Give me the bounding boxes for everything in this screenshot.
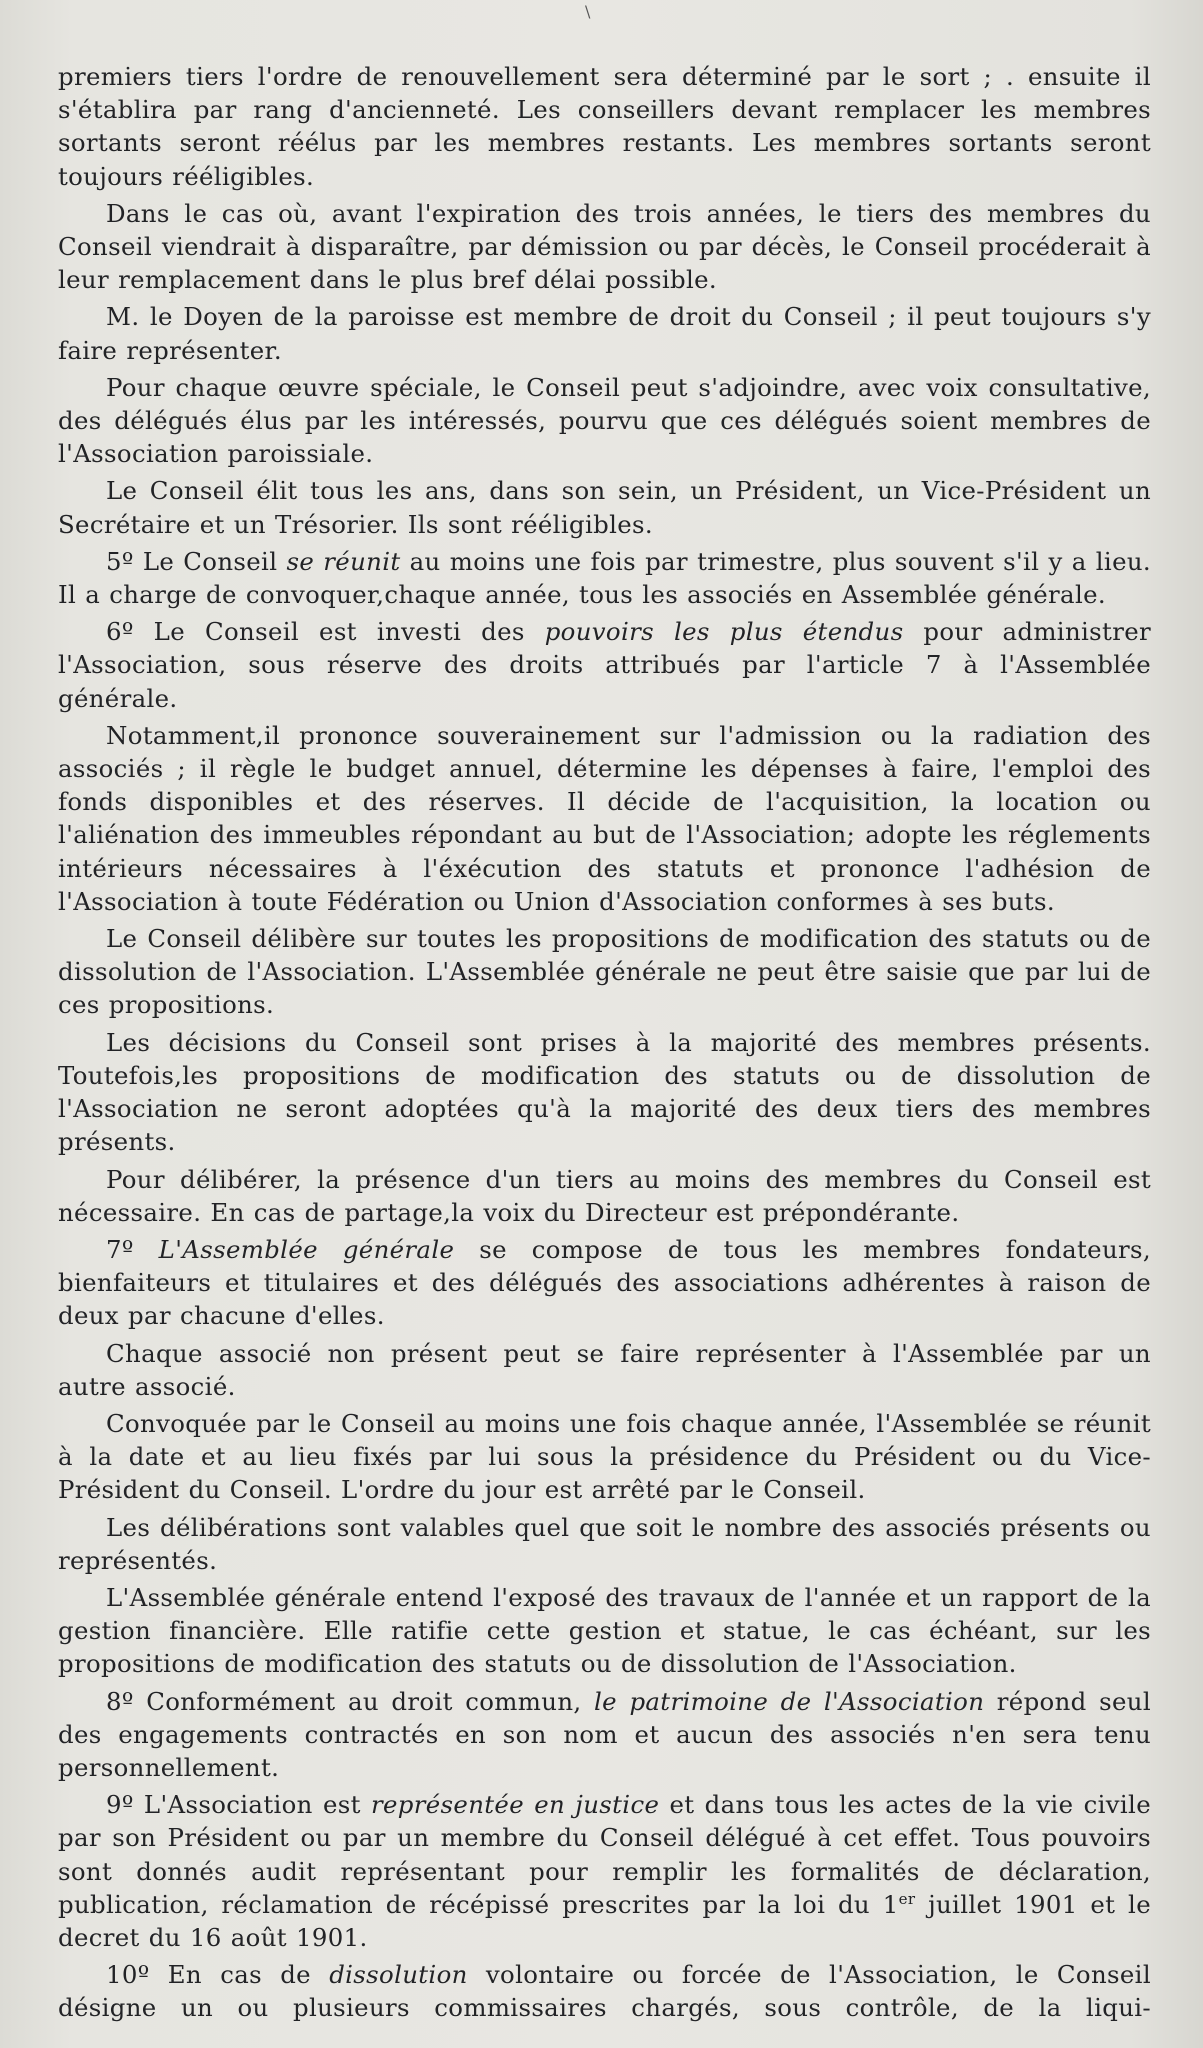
text-run: Pour chaque œuvre spéciale, le Conseil peut s'adjoindre, avec voix consultative, des délégués élus par les intéressés, pourvu que ces délégués soient membres de l'Association paroissiale.: [58, 372, 1151, 469]
paragraph-article-10: [58, 1958, 1151, 2024]
text-run: au moins une fois par trimestre, plus souvent s'il y a lieu. Il a charge de convoquer,chaque année, tous les associés en Assemblée générale.: [58, 546, 1152, 610]
text-run: premiers tiers l'ordre de renouvellement sera déterminé par le sort ; . ensuite il s'établira par rang d'ancienneté. Les conseillers devant remplacer les membres sortants seront réélus par les membres restants. Les membres sortants seront toujours rééligibles.: [58, 62, 1151, 191]
emphasis-text: dissolution: [329, 1960, 468, 1990]
paragraph-p02: [58, 197, 1151, 297]
text-run: 7º: [106, 1234, 159, 1264]
corner-mark: \: [585, 2, 591, 21]
paragraph-article-7: [58, 1233, 1151, 1333]
text-run: Notamment,il prononce souverainement sur l'admission ou la radiation des associés ; il règle le budget annuel, détermine les dépenses à faire, l'emploi des fonds disponibles et des réserves. Il décide de l'acquisition, la location ou l'aliénation des immeubles répondant au but de l'Association; adopte les réglements intérieurs nécessaires à l'éxécution des statuts et prononce l'adhésion de l'Association à toute Fédération ou Union d'Association conformes à ses buts.: [58, 720, 1151, 916]
emphasis-text: représentée en justice: [371, 1790, 660, 1820]
emphasis-text: pouvoirs les plus étendus: [544, 617, 904, 647]
text-run: 6º Le Conseil est investi des: [106, 617, 545, 647]
text-run: volontaire ou forcée de l'Association, le Conseil désigne un ou plusieurs commissaires chargés, sous contrôle, de la liqui-: [58, 1960, 1151, 2023]
text-run: Pour délibérer, la présence d'un tiers au moins des membres du Conseil est nécessaire. En cas de partage,la voix du Directeur est prépondérante.: [58, 1164, 1151, 1227]
text-run: Les décisions du Conseil sont prises à la majorité des membres présents. Toutefois,les propositions de modification des statuts ou de dissolution de l'Association ne seront adoptées qu'à la majorité des deux tiers des membres présents.: [58, 1027, 1151, 1157]
text-run: se compose de tous les membres fondateurs, bienfaiteurs et titulaires et des délégués des associations adhérentes à raison de deux par chacune d'elles.: [58, 1234, 1152, 1331]
paragraph-p01: [58, 60, 1151, 193]
emphasis-text: le patrimoine de l'Association: [594, 1686, 985, 1716]
paragraph-article-6: [58, 615, 1151, 715]
text-run: Dans le cas où, avant l'expiration des trois années, le tiers des membres du Conseil viendrait à disparaître, par démission ou par décès, le Conseil procéderait à leur remplacement dans le plus bref délai possible.: [58, 198, 1151, 295]
text-run: 9º L'Association est: [106, 1790, 371, 1820]
text-run: M. le Doyen de la paroisse est membre de droit du Conseil ; il peut toujours s'y faire représenter.: [58, 302, 1151, 365]
superscript-text: er: [898, 1889, 916, 1908]
paragraph-p11: [58, 1163, 1151, 1229]
text-run: Les délibérations sont valables quel que soit le nombre des associés présents ou représentés.: [58, 1512, 1151, 1575]
paragraph-p15: [58, 1511, 1151, 1577]
text-run: Convoquée par le Conseil au moins une fois chaque année, l'Assemblée se réunit à la date et au lieu fixés par lui sous la présidence du Président ou du Vice-Président du Conseil. L'ordre du jour est arrêté par le Conseil.: [58, 1408, 1151, 1505]
text-run: répond seul des engagements contractés en son nom et aucun des associés n'en sera tenu personnellement.: [58, 1686, 1151, 1782]
paragraph-article-8: [58, 1685, 1151, 1785]
text-run: pour administrer l'Association, sous réserve des droits attribués par l'article 7 à l'Assemblée générale.: [58, 617, 1151, 713]
text-run: 10º En cas de: [106, 1960, 330, 1990]
paragraph-p16: [58, 1581, 1151, 1681]
text-run: 5º Le Conseil: [106, 546, 287, 576]
emphasis-text: se réunit: [286, 546, 401, 576]
emphasis-text: L'Assemblée générale: [158, 1234, 455, 1264]
text-run: Le Conseil délibère sur toutes les propositions de modification des statuts ou de dissolution de l'Association. L'Assemblée générale ne peut être saisie que par lui de ces propositions.: [58, 924, 1151, 1020]
text-run: et dans tous les actes de la vie civile par son Président ou par un membre du Conseil délégué à cet effet. Tous pouvoirs sont donnés audit représentant pour remplir les formalités de déclaration, publication, réclamation de récépissé prescrites par la loi du 1: [58, 1790, 1151, 1919]
paragraph-p14: [58, 1407, 1151, 1507]
paragraph-article-9: [58, 1788, 1151, 1954]
document-body: [58, 60, 1151, 2025]
paragraph-p08: [58, 719, 1151, 918]
text-run: 8º Conformément au droit commun,: [106, 1686, 594, 1716]
text-run: Le Conseil élit tous les ans, dans son sein, un Président, un Vice-Président un Secrétaire et un Trésorier. Ils sont rééligibles.: [58, 476, 1151, 539]
paragraph-p03: [58, 300, 1151, 366]
paragraph-article-5: [58, 545, 1151, 611]
paragraph-p04: [58, 371, 1151, 471]
text-run: Chaque associé non présent peut se faire représenter à l'Assemblée par un autre associé.: [58, 1338, 1151, 1401]
paragraph-p13: [58, 1337, 1151, 1403]
text-run: L'Assemblée générale entend l'exposé des travaux de l'année et un rapport de la gestion financière. Elle ratifie cette gestion et statue, le cas échéant, sur les propositions de modification des statuts ou de dissolution de l'Association.: [58, 1582, 1151, 1679]
paragraph-p10: [58, 1026, 1151, 1159]
paragraph-p09: [58, 922, 1151, 1022]
text-run: juillet 1901 et le decret du 16 août 1901.: [58, 1889, 1151, 1952]
paragraph-p05: [58, 474, 1151, 540]
